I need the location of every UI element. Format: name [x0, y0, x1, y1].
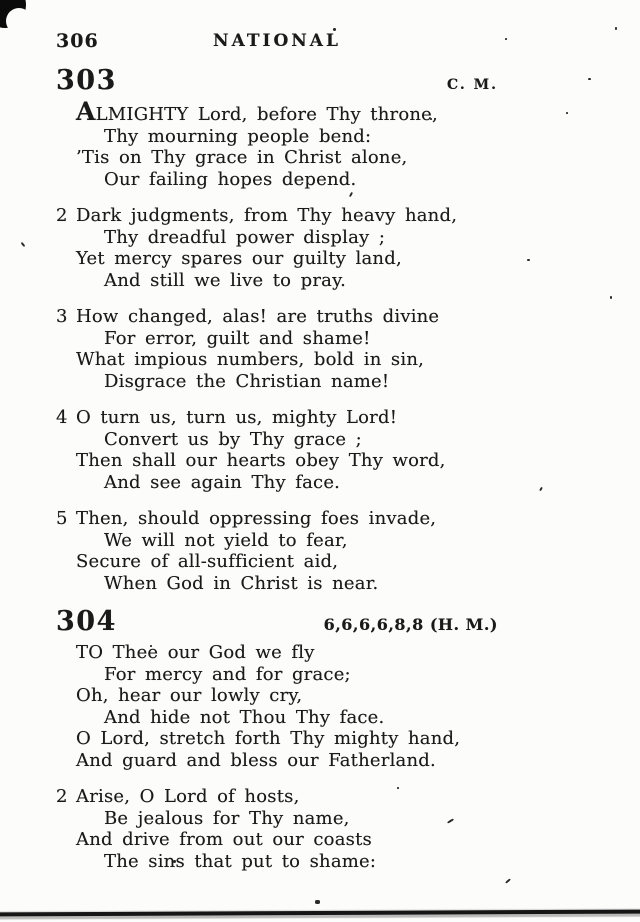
- hymn-line: Be jealous for Thy name,: [104, 807, 350, 829]
- hymn-line: Thy mourning people bend:: [104, 125, 372, 147]
- hymn-line: ’Tis on Thy grace in Christ alone,: [76, 147, 408, 168]
- hymn-line: Dark judgments, from Thy heavy hand,: [76, 205, 458, 226]
- hymn-line: Our failing hopes depend.: [104, 168, 357, 190]
- stanza-1: [56, 642, 498, 771]
- stanza-3: [56, 306, 498, 392]
- hymn-line: Oh, hear our lowly cry,: [76, 685, 303, 706]
- stanza-number: 5: [56, 508, 68, 529]
- hymn-line: And drive from out our coasts: [76, 829, 372, 850]
- hymn-line: Secure of all-sufficient aid,: [76, 551, 339, 572]
- hymn-304-header: [56, 606, 498, 639]
- stanza-number: 3: [56, 306, 68, 327]
- scan-speckle: [588, 78, 591, 80]
- hymn-line: O Lord, stretch forth Thy mighty hand,: [76, 728, 461, 749]
- hymn-line: ALMIGHTY Lord, before Thy throne,: [76, 97, 438, 126]
- scan-speckle: [615, 27, 617, 30]
- text-block: [56, 30, 498, 872]
- running-head: [56, 30, 498, 54]
- hymn-line: TO Thee our God we fly: [76, 642, 315, 663]
- scan-artifact-corner-blob: [0, 0, 26, 28]
- scan-speckle: [610, 296, 612, 299]
- hymn-line: And hide not Thou Thy face.: [104, 706, 385, 728]
- running-head-title: NATIONAL: [213, 31, 341, 51]
- hymn-line: For mercy and for grace;: [104, 663, 351, 685]
- scan-speckle: [315, 900, 320, 904]
- hymn-line: Thy dreadful power display ;: [104, 226, 386, 248]
- stanza-2: [56, 205, 498, 291]
- hymn-line: Then shall our hearts obey Thy word,: [76, 450, 446, 471]
- hymn-number: 304: [56, 606, 117, 637]
- stanza-4: [56, 407, 498, 493]
- hymn-line: Yet mercy spares our guilty land,: [76, 248, 402, 269]
- hymn-line: For error, guilt and shame!: [104, 327, 371, 349]
- scan-speckle: [539, 487, 543, 491]
- hymn-line: We will not yield to fear,: [104, 529, 348, 551]
- hymn-number: 303: [56, 65, 117, 96]
- stanza-number: 2: [56, 786, 68, 807]
- scan-speckle: [527, 259, 530, 261]
- scan-speckle: [566, 112, 568, 114]
- stanza-2: [56, 786, 498, 872]
- hymn-line: Arise, O Lord of hosts,: [76, 786, 300, 807]
- hymn-303: [56, 65, 498, 594]
- stanza-5: [56, 508, 498, 594]
- stanza-1: [56, 97, 498, 190]
- scan-speckle: [505, 38, 507, 40]
- hymn-line: Disgrace the Christian name!: [104, 370, 390, 392]
- stanza-number: 2: [56, 205, 68, 226]
- hymn-line: What impious numbers, bold in sin,: [76, 349, 425, 370]
- scan-speckle: [505, 878, 511, 883]
- hymn-line: And see again Thy face.: [104, 471, 341, 493]
- scan-speckle: [21, 242, 26, 247]
- hymn-line: Then, should oppressing foes invade,: [76, 508, 437, 529]
- hymn-303-header: [56, 65, 498, 98]
- hymn-line: Convert us by Thy grace ;: [104, 428, 362, 450]
- hymn-line: When God in Christ is near.: [104, 572, 379, 594]
- hymn-meter: 6,6,6,6,8,8 (H. M.): [323, 615, 498, 634]
- hymn-line: How changed, alas! are truths divine: [76, 306, 440, 327]
- page-number: 306: [56, 30, 99, 52]
- hymn-line: The sins that put to shame:: [104, 850, 377, 872]
- hymn-meter: C. M.: [446, 77, 498, 93]
- hymn-line: And still we live to pray.: [104, 269, 346, 291]
- hymn-line: O turn us, turn us, mighty Lord!: [76, 407, 398, 428]
- scan-artifact-page-bottom-edge: [0, 910, 640, 917]
- hymn-line: And guard and bless our Fatherland.: [76, 749, 436, 771]
- stanza-number: 4: [56, 407, 68, 428]
- hymn-304: [56, 606, 498, 872]
